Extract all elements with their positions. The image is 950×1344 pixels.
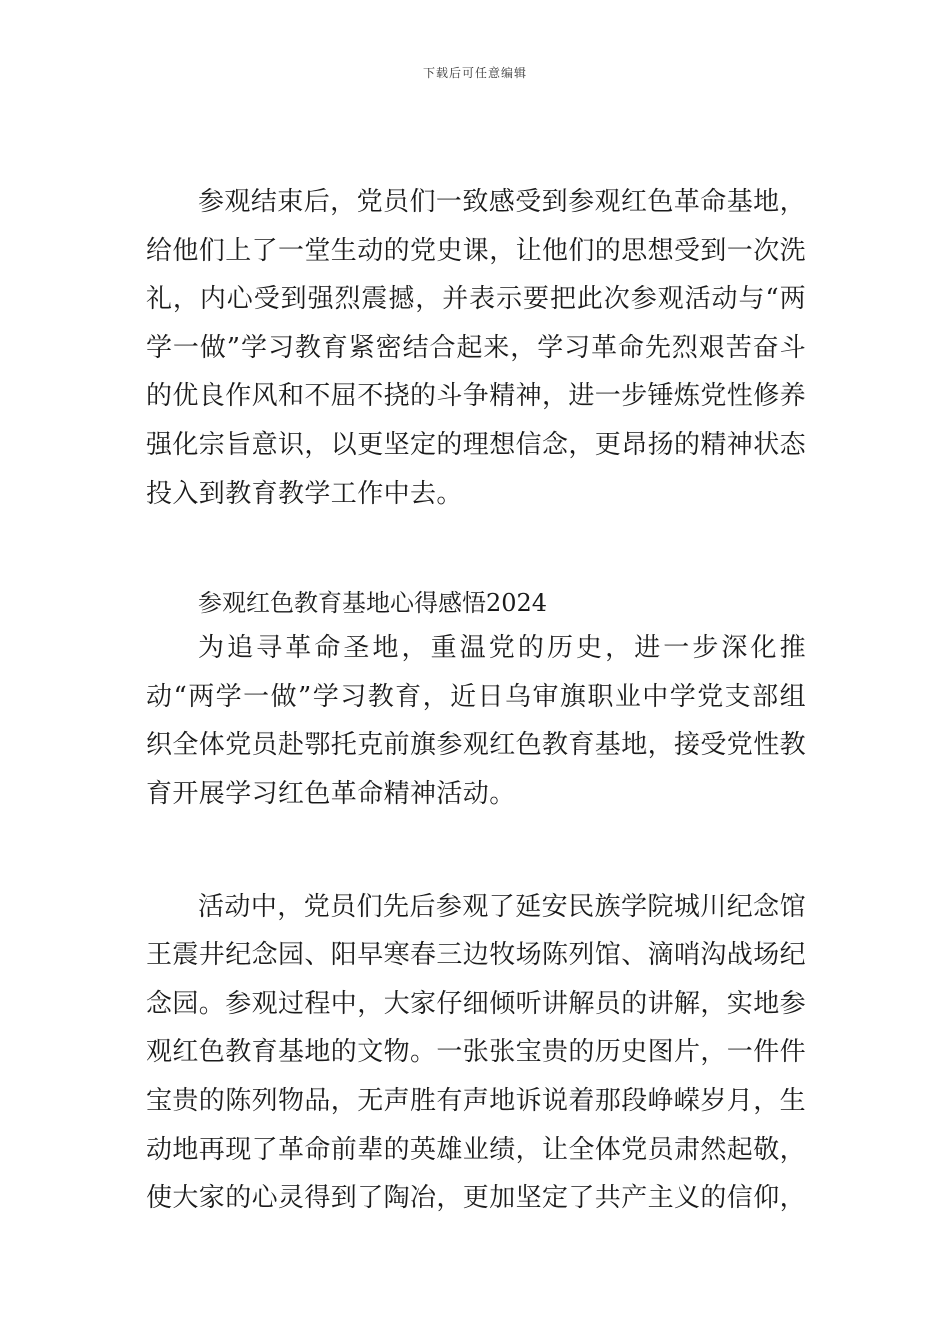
paragraph-spacer [146,819,806,883]
paragraph-conclusion: 参观结束后，党员们一致感受到参观红色革命基地，给他们上了一堂生动的党史课，让他们的思想受到一次洗礼，内心受到强烈震撼，并表示要把此次参观活动与“两学一做”学习教育紧密结合起来，学习革命先烈艰苦奋斗的优良作风和不屈不挠的斗争精神，进一步锤炼党性修养强化宗旨意识，以更坚定的理想信念，更昂扬的精神状态投入到教育教学工作中去。 [146,187,807,509]
document-body [146,178,806,1223]
paragraph-spacer [146,518,806,582]
paragraph-intro: 为追寻革命圣地，重温党的历史，进一步深化推动“两学一做”学习教育，近日乌审旗职业中学党支部组织全体党员赴鄂托克前旗参观红色教育基地，接受党性教育开展学习红色革命精神活动。 [146,633,807,809]
paragraph-activity: 活动中，党员们先后参观了延安民族学院城川纪念馆王震井纪念园、阳早寒春三边牧场陈列馆、滴哨沟战场纪念园。参观过程中，大家仔细倾听讲解员的讲解，实地参观红色教育基地的文物。一张张宝贵的历史图片，一件件宝贵的陈列物品，无声胜有声地诉说着那段峥嵘岁月，生动地再现了革命前辈的英雄业绩，让全体党员肃然起敬，使大家的心灵得到了陶冶，更加坚定了共产主义的信仰， [146,891,807,1214]
section-subtitle: 参观红色教育基地心得感悟2024 [198,589,548,618]
header-note: 下载后可任意编辑 [422,66,527,80]
